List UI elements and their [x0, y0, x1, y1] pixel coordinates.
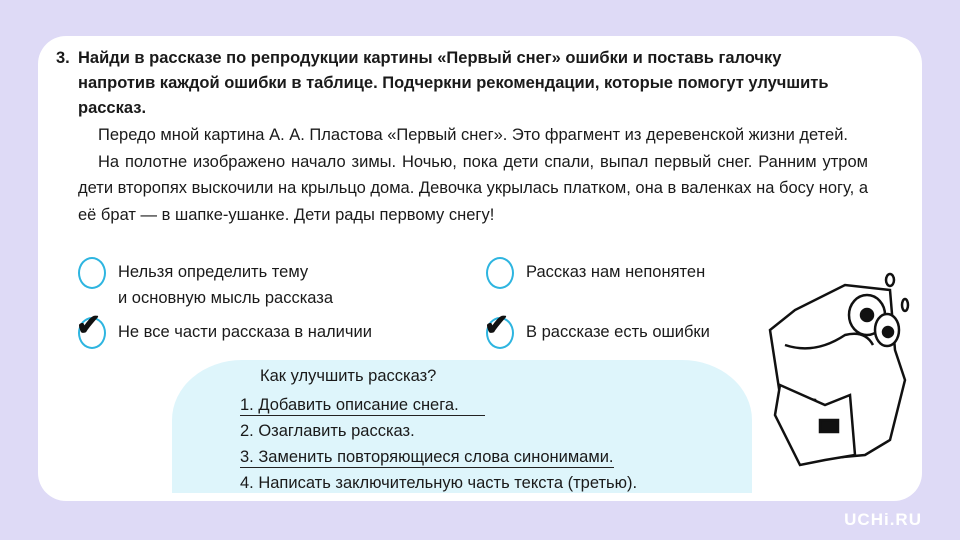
improve-title: Как улучшить рассказ?: [260, 367, 437, 385]
dinosaur-illustration: [755, 270, 915, 475]
check-icon: ✔: [484, 309, 510, 342]
story-paragraph: На полотне изображено начало зимы. Ночью, пока дети спали, выпал первый снег. Ранним утром дети второпях выскочили на крыльцо дома. Девочка укрылась платком, она в валенках на босу ногу, а её брат — в шапке-ушанке. Дети рады первому снегу!: [78, 152, 868, 224]
task-number: 3.: [56, 49, 70, 67]
uchi-logo: UCHi.RU: [844, 510, 922, 529]
option-label: В рассказе есть ошибки: [526, 323, 710, 341]
improve-item: 2. Озаглавить рассказ.: [240, 422, 415, 440]
story-paragraph: Передо мной картина А. А. Пластова «Первый снег». Это фрагмент из деревенской жизни детей.: [98, 126, 849, 144]
improve-item: 1. Добавить описание снега.: [240, 396, 485, 416]
improve-item: 4. Написать заключительную часть текста (третью).: [240, 474, 638, 492]
option-unclear[interactable]: [486, 259, 705, 289]
option-label: Не все части рассказа в наличии: [118, 323, 372, 341]
check-icon: ✔: [76, 309, 102, 342]
checkbox-circle[interactable]: [78, 257, 106, 289]
checkbox-circle[interactable]: [484, 309, 514, 349]
option-label: Нельзя определить тему: [118, 263, 309, 281]
task-text: Найди в рассказе по репродукции картины «Первый снег» ошибки и поставь галочку напротив каждой ошибки в таблице. Подчеркни рекомендации, которые помогут улучшить рассказ.: [78, 49, 829, 117]
option-parts[interactable]: [76, 309, 372, 349]
improve-item: 3. Заменить повторяющиеся слова синонимами.: [240, 448, 614, 466]
story-text: [78, 122, 868, 228]
task-heading: [56, 46, 856, 121]
checkbox-circle[interactable]: [76, 309, 106, 349]
checkbox-circle[interactable]: [486, 257, 514, 289]
option-errors[interactable]: [484, 309, 710, 349]
option-label: и основную мысль рассказа: [118, 289, 334, 307]
option-label: Рассказ нам непонятен: [526, 263, 706, 281]
option-theme[interactable]: [78, 259, 333, 311]
